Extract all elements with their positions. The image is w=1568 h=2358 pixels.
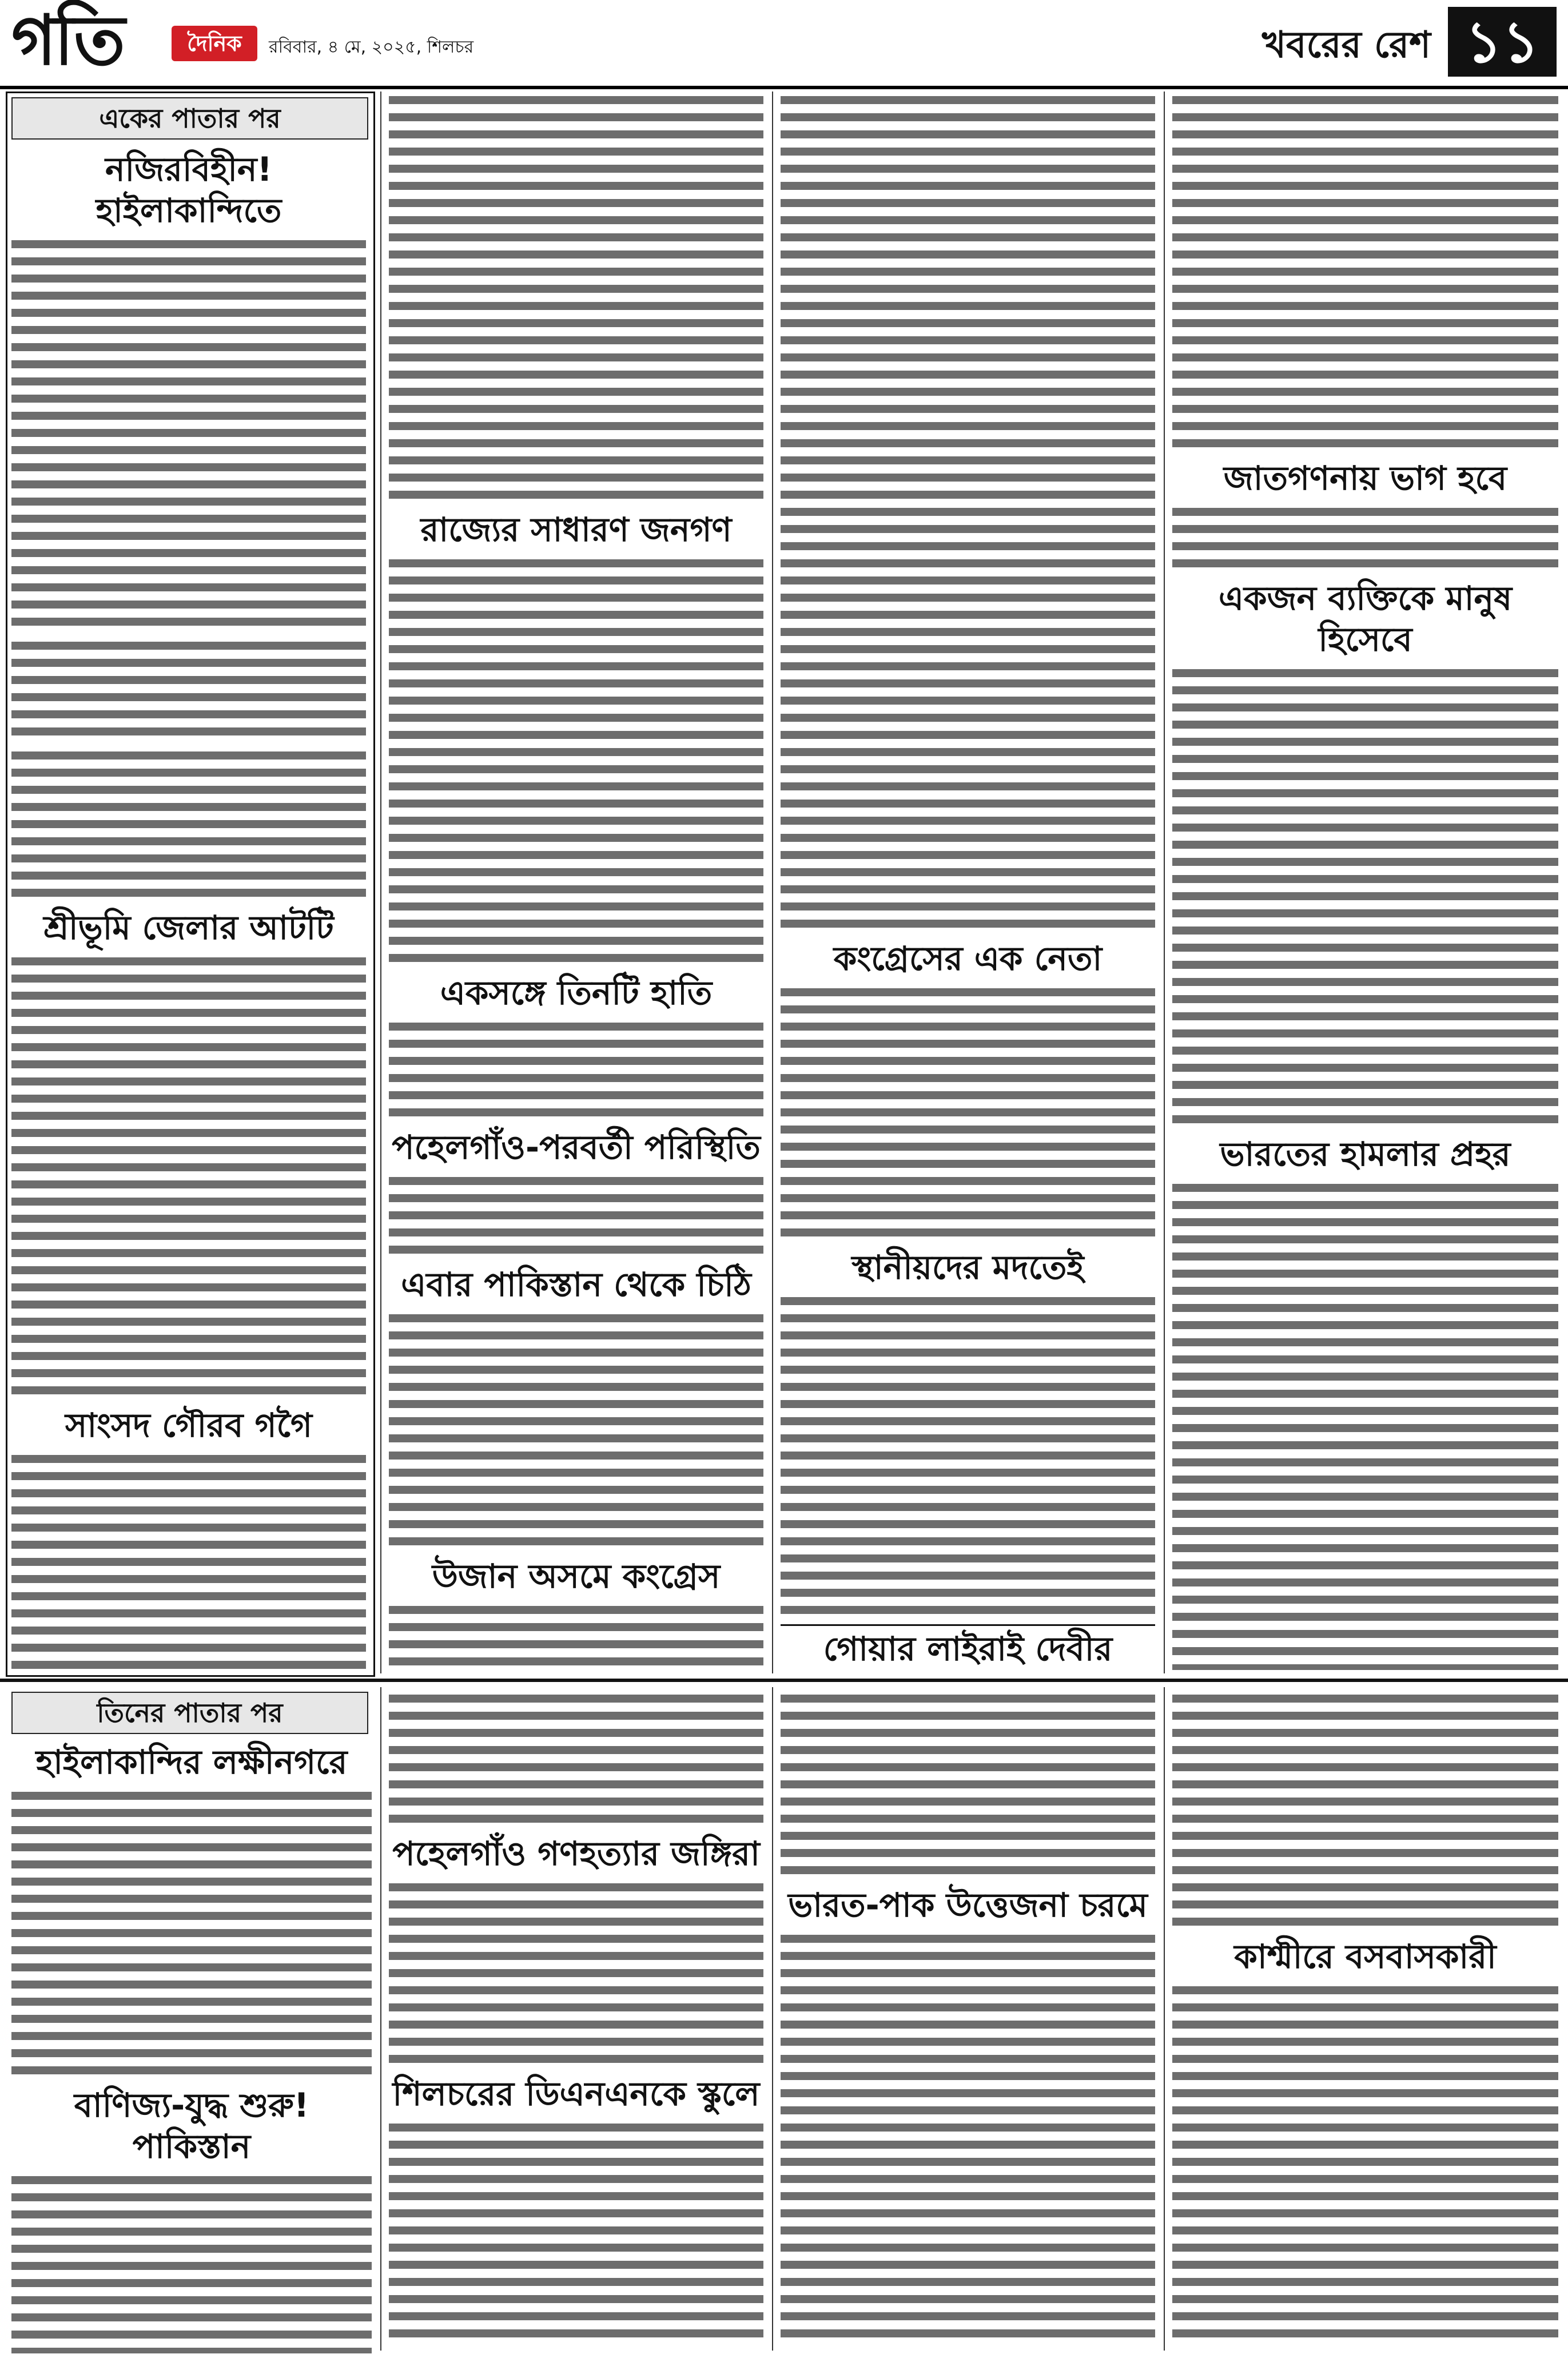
article-body bbox=[781, 1930, 1155, 2342]
headline-elephants: একসঙ্গে তিনটি হাতি bbox=[440, 973, 713, 1012]
article-body bbox=[1172, 503, 1558, 572]
article-body bbox=[1172, 1179, 1558, 1670]
article-body bbox=[1172, 1690, 1558, 1930]
bottom-column-1 bbox=[11, 1736, 372, 2353]
edition-badge: দৈনিক bbox=[172, 26, 257, 61]
section-title: খবরের রেশ bbox=[1261, 24, 1431, 66]
article-body bbox=[389, 92, 763, 503]
article-body bbox=[11, 637, 366, 740]
article-body bbox=[1172, 1982, 1558, 2342]
top-column-3 bbox=[781, 92, 1155, 1670]
headline-congress-leader: কংগ্রেসের এক নেতা bbox=[833, 939, 1103, 978]
article-body bbox=[389, 1690, 763, 1827]
article-body bbox=[11, 953, 366, 1399]
article-body bbox=[1172, 92, 1558, 452]
column-rule bbox=[772, 92, 773, 1673]
column-rule bbox=[1164, 92, 1165, 1673]
section-label-continued-from-page-three: তিনের পাতার পর bbox=[11, 1692, 368, 1734]
article-body bbox=[781, 1690, 1155, 1879]
column-rule bbox=[772, 1687, 773, 2351]
bottom-column-4 bbox=[1172, 1690, 1558, 2353]
section-label-continued-from-page-one: একের পাতার পর bbox=[11, 97, 368, 140]
headline-goa-lairai: গোয়ার লাইরাই দেবীর bbox=[781, 1624, 1155, 1670]
article-body bbox=[11, 1450, 366, 1670]
headline-caste-census: জাতগণনায় ভাগ হবে bbox=[1223, 459, 1507, 498]
headline-silchar-school: শিলচরের ডিএনএনকে স্কুলে bbox=[392, 2074, 760, 2113]
headline-gaurav-gogoi: সাংসদ গৌরব গগৈ bbox=[65, 1406, 312, 1445]
bottom-column-3 bbox=[781, 1690, 1155, 2353]
section-separator bbox=[0, 1679, 1568, 1682]
headline-public: রাজ্যের সাধারণ জনগণ bbox=[420, 510, 732, 549]
headline-sribhumi: শ্রীভূমি জেলার আটটি bbox=[43, 908, 334, 947]
bottom-column-2 bbox=[389, 1690, 763, 2353]
masthead bbox=[0, 0, 1568, 89]
top-column-2 bbox=[389, 92, 763, 1670]
headline-india-pak-tension: ভারত-পাক উত্তেজনা চরমে bbox=[788, 1886, 1148, 1924]
article-body bbox=[781, 92, 1155, 932]
article-body bbox=[389, 1018, 763, 1121]
top-column-1 bbox=[11, 143, 366, 1670]
top-column-4 bbox=[1172, 92, 1558, 1670]
article-body bbox=[11, 236, 366, 630]
article-body bbox=[11, 747, 366, 901]
article-body bbox=[389, 1310, 763, 1550]
headline-pakistan-letter: এবার পাকিস্তান থেকে চিঠি bbox=[401, 1265, 751, 1304]
article-body bbox=[389, 1601, 763, 1670]
newspaper-logo: গতি bbox=[11, 0, 124, 81]
headline-locals: স্থানীয়দের মদতেই bbox=[851, 1248, 1084, 1287]
headline-lakshmi-nagar: হাইলাকান্দির লক্ষীনগরে bbox=[35, 1743, 348, 1782]
headline-upper-assam: উজান অসমে কংগ্রেস bbox=[432, 1557, 721, 1596]
headline-pahalgam-aftermath: পহেলগাঁও-পরবর্তী পরিস্থিতি bbox=[392, 1128, 761, 1167]
article-body bbox=[1172, 665, 1558, 1128]
column-rule bbox=[380, 1687, 381, 2351]
headline-pahalgam-militants: পহেলগাঁও গণহত্যার জঙ্গিরা bbox=[392, 1834, 760, 1873]
article-body bbox=[11, 1787, 372, 2079]
article-body bbox=[389, 555, 763, 967]
article-body bbox=[389, 2119, 763, 2342]
headline-india-strike: ভারতের হামলার প্রহর bbox=[1220, 1135, 1511, 1174]
article-body bbox=[781, 984, 1155, 1241]
article-body bbox=[781, 1293, 1155, 1619]
headline-one-person: একজন ব্যক্তিকে মানুষ হিসেবে bbox=[1218, 579, 1513, 659]
column-rule bbox=[1164, 1687, 1165, 2351]
page-number: ১১ bbox=[1448, 7, 1557, 77]
dateline: রবিবার, ৪ মে, ২০২৫, শিলচর bbox=[269, 37, 474, 57]
article-body bbox=[11, 2172, 372, 2353]
headline-kashmir-residents: কাশ্মীরে বসবাসকারী bbox=[1234, 1937, 1497, 1976]
headline-hailakandi: নজিরবিহীন! হাইলাকান্দিতে bbox=[95, 150, 282, 230]
headline-trade-war: বাণিজ্য-যুদ্ধ শুরু! পাকিস্তান bbox=[74, 2086, 309, 2166]
column-rule bbox=[380, 92, 381, 1673]
article-body bbox=[389, 1172, 763, 1258]
article-body bbox=[389, 1879, 763, 2067]
